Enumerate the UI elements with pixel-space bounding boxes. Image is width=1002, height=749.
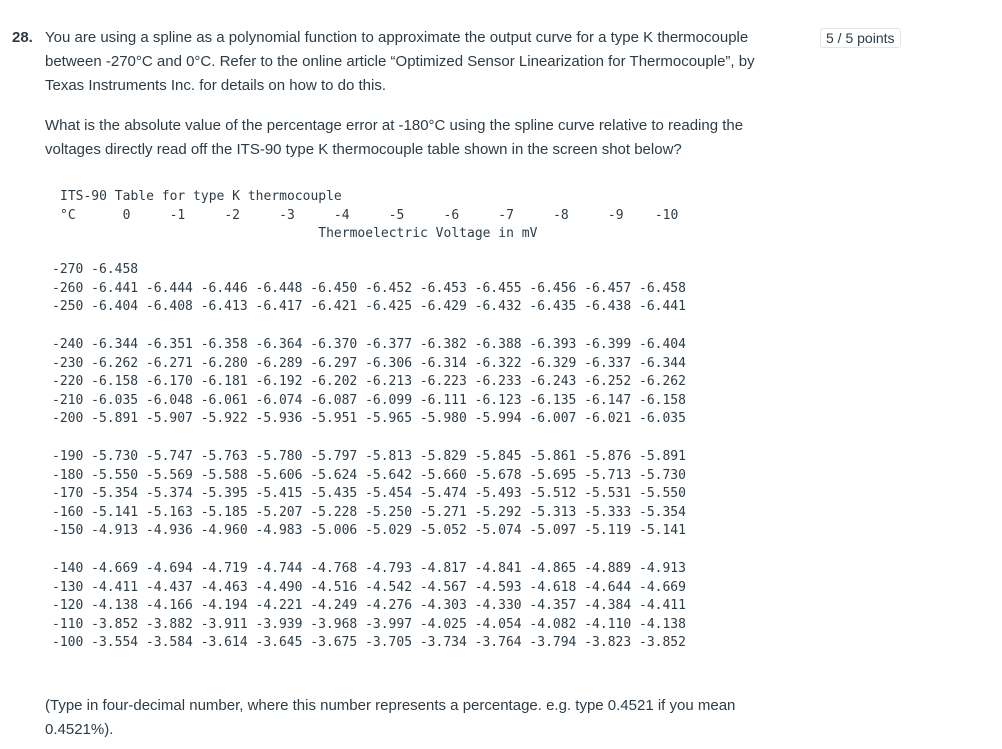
- table-block: -270 -6.458 -260 -6.441 -6.444 -6.446 -6.448 -6.450 -6.452 -6.453 -6.455 -6.456 -6.457 -6.458 -250 -6.404 -6.408 -6.413 -6.417 -6.421 -6.425 -6.429 -6.432 -6.435 -6.438 -6.441: [52, 262, 686, 315]
- table-block: -240 -6.344 -6.351 -6.358 -6.364 -6.370 -6.377 -6.382 -6.388 -6.393 -6.399 -6.404 -230 -6.262 -6.271 -6.280 -6.289 -6.297 -6.306 -6.314 -6.322 -6.329 -6.337 -6.344 -220 -6.158 -6.170 -6.181 -6.192 -6.202 -6.213 -6.223 -6.233 -6.243 -6.252 -6.262 -210 -6.035 -6.048 -6.061 -6.074 -6.087 -6.099 -6.111 -6.123 -6.135 -6.147 -6.158 -200 -5.891 -5.907 -5.922 -5.936 -5.951 -5.965 -5.980 -5.994 -6.007 -6.021 -6.035: [52, 337, 686, 427]
- table-column-header: °C 0 -1 -2 -3 -4 -5 -6 -7 -8 -9 -10: [60, 207, 679, 223]
- table-block: -190 -5.730 -5.747 -5.763 -5.780 -5.797 -5.813 -5.829 -5.845 -5.861 -5.876 -5.891 -180 -5.550 -5.569 -5.588 -5.606 -5.624 -5.642 -5.660 -5.678 -5.695 -5.713 -5.730 -170 -5.354 -5.374 -5.395 -5.415 -5.435 -5.454 -5.474 -5.493 -5.512 -5.531 -5.550 -160 -5.141 -5.163 -5.185 -5.207 -5.228 -5.250 -5.271 -5.292 -5.313 -5.333 -5.354 -150 -4.913 -4.936 -4.960 -4.983 -5.006 -5.029 -5.052 -5.074 -5.097 -5.119 -5.141: [52, 449, 686, 539]
- table-header: [60, 188, 678, 244]
- question-prompt: What is the absolute value of the percentage error at -180°C using the spline curve relative to reading the voltages directly read off the ITS-90 type K thermocouple table shown in the screen shot below?: [45, 117, 744, 158]
- table-unit-line: Thermoelectric Voltage in mV: [60, 226, 538, 242]
- question-intro: You are using a spline as a polynomial function to approximate the output curve for a type K thermocouple between -270°C and 0°C. Refer to the online article “Optimized Sensor Linearization for Thermocouple”, by Texas Instruments Inc. for details on how to do this.: [45, 29, 755, 94]
- points-badge: 5 / 5 points: [820, 28, 901, 48]
- answer-instruction: (Type in four-decimal number, where this number represents a percentage. e.g. type 0.4521 if you mean 0.4521%).: [45, 697, 736, 738]
- table-block: -140 -4.669 -4.694 -4.719 -4.744 -4.768 -4.793 -4.817 -4.841 -4.865 -4.889 -4.913 -130 -4.411 -4.437 -4.463 -4.490 -4.516 -4.542 -4.567 -4.593 -4.618 -4.644 -4.669 -120 -4.138 -4.166 -4.194 -4.221 -4.249 -4.276 -4.303 -4.330 -4.357 -4.384 -4.411 -110 -3.852 -3.882 -3.911 -3.939 -3.968 -3.997 -4.025 -4.054 -4.082 -4.110 -4.138 -100 -3.554 -3.584 -3.614 -3.645 -3.675 -3.705 -3.734 -3.764 -3.794 -3.823 -3.852: [52, 561, 686, 651]
- question-number: 28.: [12, 29, 33, 46]
- table-title: ITS-90 Table for type K thermocouple: [60, 189, 342, 204]
